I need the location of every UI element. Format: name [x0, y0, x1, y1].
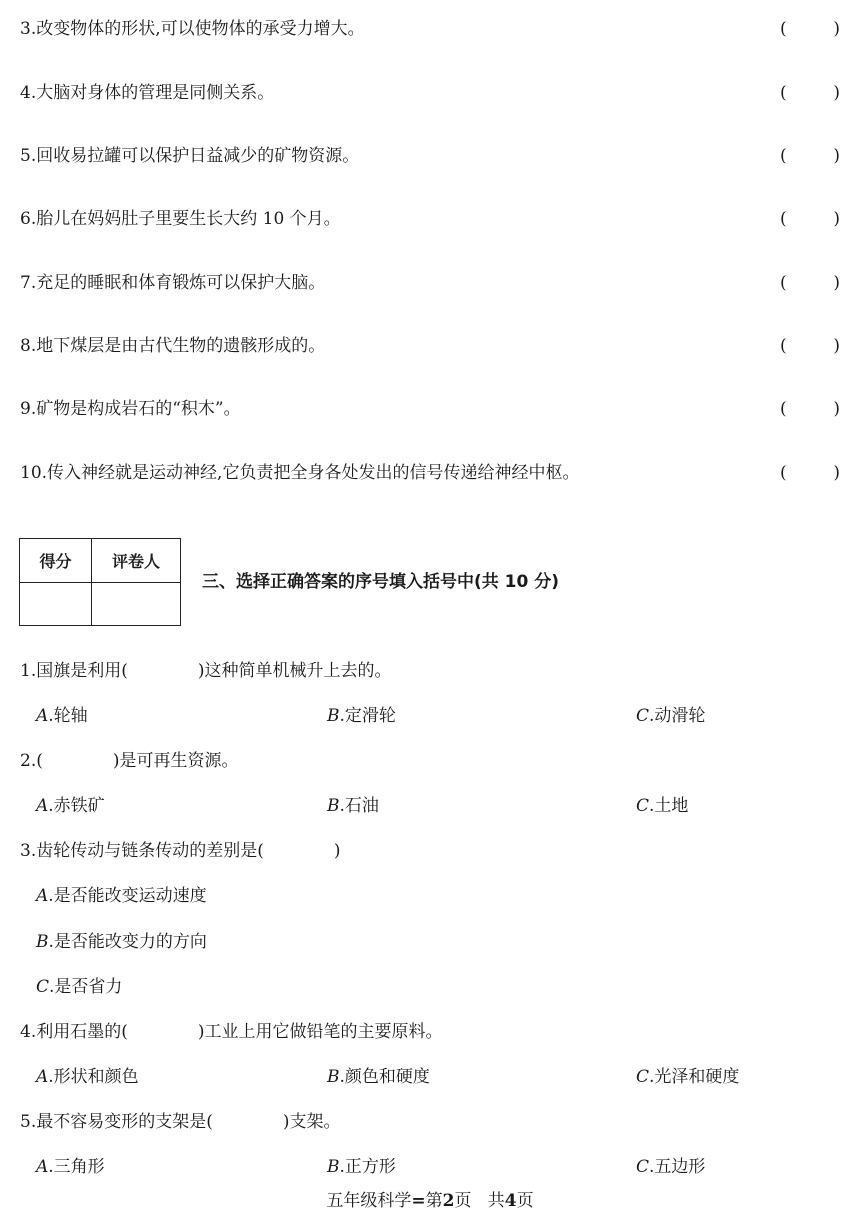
tf-item-text: 9.矿物是构成岩石的“积木”。	[20, 399, 241, 419]
tf-item	[20, 141, 840, 171]
option-c[interactable]: C.土地	[636, 796, 689, 816]
tf-item-text: 10.传入神经就是运动神经,它负责把全身各处发出的信号传递给神经中枢。	[20, 463, 580, 483]
answer-parentheses[interactable]: ( )	[780, 83, 840, 103]
tf-item-text: 3.改变物体的形状,可以使物体的承受力增大。	[20, 19, 365, 39]
page-footer: 五年级科学=第2页 共4页	[326, 1191, 534, 1211]
question: 2.( )是可再生资源。	[20, 751, 239, 771]
score-field[interactable]	[20, 583, 92, 625]
answer-parentheses[interactable]: ( )	[780, 463, 840, 483]
question: 1.国旗是利用( )这种简单机械升上去的。	[20, 661, 392, 681]
answer-parentheses[interactable]: ( )	[780, 146, 840, 166]
option-a[interactable]: A.三角形	[36, 1157, 105, 1177]
tf-item-text: 5.回收易拉罐可以保护日益减少的矿物资源。	[20, 146, 360, 166]
question: 3.齿轮传动与链条传动的差别是( )	[20, 841, 341, 861]
option-b[interactable]: B.是否能改变力的方向	[36, 932, 207, 952]
option-b[interactable]: B.定滑轮	[327, 706, 396, 726]
question: 5.最不容易变形的支架是( )支架。	[20, 1112, 341, 1132]
option-a[interactable]: A.是否能改变运动速度	[36, 886, 207, 906]
answer-parentheses[interactable]: ( )	[780, 209, 840, 229]
tf-item-text: 8.地下煤层是由古代生物的遗骸形成的。	[20, 336, 326, 356]
option-c[interactable]: C.是否省力	[36, 977, 123, 997]
tf-item-text: 6.胎儿在妈妈肚子里要生长大约 10 个月。	[20, 209, 341, 229]
reviewer-field[interactable]	[92, 583, 180, 625]
reviewer-label: 评卷人	[92, 539, 180, 583]
section-title: 三、选择正确答案的序号填入括号中(共 10 分)	[202, 572, 560, 592]
tf-item	[20, 204, 840, 234]
option-c[interactable]: C.动滑轮	[636, 706, 706, 726]
option-b[interactable]: B.正方形	[327, 1157, 396, 1177]
question: 4.利用石墨的( )工业上用它做铅笔的主要原料。	[20, 1022, 443, 1042]
tf-item	[20, 14, 840, 44]
option-a[interactable]: A.形状和颜色	[36, 1067, 139, 1087]
tf-item	[20, 268, 840, 298]
option-c[interactable]: C.五边形	[636, 1157, 706, 1177]
answer-parentheses[interactable]: ( )	[780, 336, 840, 356]
option-a[interactable]: A.赤铁矿	[36, 796, 105, 816]
tf-item	[20, 394, 840, 424]
tf-item	[20, 78, 840, 108]
score-table	[19, 538, 181, 626]
answer-parentheses[interactable]: ( )	[780, 399, 840, 419]
tf-item	[20, 458, 840, 488]
answer-parentheses[interactable]: ( )	[780, 273, 840, 293]
option-a[interactable]: A.轮轴	[36, 706, 88, 726]
tf-item-text: 4.大脑对身体的管理是同侧关系。	[20, 83, 275, 103]
option-b[interactable]: B.石油	[327, 796, 379, 816]
tf-item	[20, 331, 840, 361]
answer-parentheses[interactable]: ( )	[780, 19, 840, 39]
score-label: 得分	[20, 539, 92, 583]
tf-item-text: 7.充足的睡眠和体育锻炼可以保护大脑。	[20, 273, 326, 293]
option-b[interactable]: B.颜色和硬度	[327, 1067, 430, 1087]
option-c[interactable]: C.光泽和硬度	[636, 1067, 740, 1087]
